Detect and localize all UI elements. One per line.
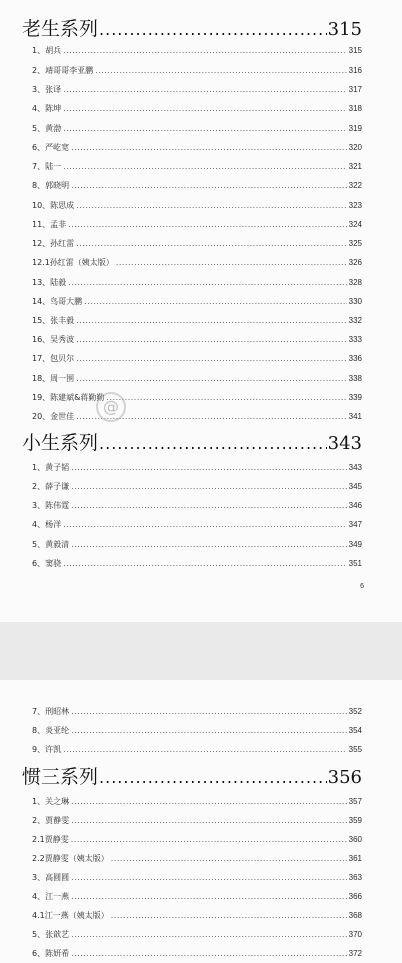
entry-label: 20、金世佳 xyxy=(32,412,75,421)
entry-label: 15、张丰毅 xyxy=(32,316,75,325)
section-title: 小生系列 xyxy=(22,432,99,454)
toc-entry[interactable] xyxy=(32,501,362,511)
entry-label: 16、吴秀波 xyxy=(32,335,75,344)
entry-label: 12.1孙红雷（姨太版） xyxy=(32,258,114,267)
entry-page: 336 xyxy=(348,354,362,363)
entry-page: 359 xyxy=(348,816,362,825)
entry-label: 17、包贝尔 xyxy=(32,354,75,363)
entry-page: 339 xyxy=(348,393,362,402)
dot-leader xyxy=(99,434,327,453)
entry-page: 325 xyxy=(348,239,362,248)
toc-entry[interactable] xyxy=(32,393,362,403)
entry-label: 2、靖哥哥李亚鹏 xyxy=(32,66,94,75)
entry-label: 18、周一围 xyxy=(32,374,75,383)
entry-page: 360 xyxy=(348,835,362,844)
section-title: 老生系列 xyxy=(22,18,99,40)
entry-page: 322 xyxy=(348,181,362,190)
toc-entry[interactable] xyxy=(32,201,362,211)
toc-entry[interactable] xyxy=(32,873,362,883)
dot-leader xyxy=(76,316,346,326)
entry-page: 320 xyxy=(348,143,362,152)
entry-page: 338 xyxy=(348,374,362,383)
entry-page: 366 xyxy=(348,892,362,901)
dot-leader xyxy=(63,559,347,569)
entry-page: 317 xyxy=(348,85,362,94)
entry-page: 319 xyxy=(348,124,362,133)
entry-page: 341 xyxy=(348,412,362,421)
entry-page: 354 xyxy=(348,726,362,735)
toc-entry[interactable] xyxy=(32,520,362,530)
toc-entry[interactable] xyxy=(32,892,362,902)
dot-leader xyxy=(71,726,347,736)
entry-page: 361 xyxy=(348,854,362,863)
entry-label: 6、陈妍希 xyxy=(32,949,70,958)
entry-page: 332 xyxy=(348,316,362,325)
dot-leader xyxy=(68,278,346,288)
toc-entry[interactable] xyxy=(32,335,362,345)
entry-label: 4.1江一燕（姨太版） xyxy=(32,911,109,920)
dot-leader xyxy=(106,393,346,403)
dot-leader xyxy=(71,540,347,550)
toc-entry[interactable] xyxy=(32,124,362,134)
toc-entry[interactable] xyxy=(32,930,362,940)
dot-leader xyxy=(63,104,347,114)
toc-page-2 xyxy=(0,680,402,963)
dot-leader xyxy=(68,220,346,230)
dot-leader xyxy=(84,297,346,307)
entry-label: 10、陈思成 xyxy=(32,201,75,210)
dot-leader xyxy=(71,181,347,191)
entry-label: 3、张译 xyxy=(32,85,62,94)
dot-leader xyxy=(111,854,347,864)
entry-label: 3、陈伟霆 xyxy=(32,501,70,510)
toc-entry[interactable] xyxy=(32,726,362,736)
entry-label: 1、胡兵 xyxy=(32,46,62,55)
dot-leader xyxy=(71,143,347,153)
entry-page: 321 xyxy=(348,162,362,171)
watermark-at-icon: @ xyxy=(96,392,126,422)
dot-leader xyxy=(63,46,347,56)
entry-label: 5、黄渤 xyxy=(32,124,62,133)
toc-entry[interactable] xyxy=(32,816,362,826)
dot-leader xyxy=(71,835,347,845)
toc-entry[interactable] xyxy=(32,949,362,959)
page-gap xyxy=(0,622,402,680)
entry-label: 1、黄子韬 xyxy=(32,463,70,472)
entry-page: 324 xyxy=(348,220,362,229)
dot-leader xyxy=(111,911,347,921)
toc-entry[interactable] xyxy=(32,162,362,172)
dot-leader xyxy=(71,930,347,940)
entry-label: 5、张歆艺 xyxy=(32,930,70,939)
toc-entry[interactable] xyxy=(32,104,362,114)
toc-entry[interactable] xyxy=(32,316,362,326)
entry-page: 345 xyxy=(348,482,362,491)
dot-leader xyxy=(63,162,347,172)
entry-page: 318 xyxy=(348,104,362,113)
entry-page: 328 xyxy=(348,278,362,287)
dot-leader xyxy=(71,463,347,473)
dot-leader xyxy=(63,124,347,134)
toc-entry[interactable] xyxy=(32,46,362,56)
toc-entry[interactable] xyxy=(32,374,362,384)
toc-entry[interactable] xyxy=(32,66,362,76)
toc-entry[interactable] xyxy=(32,258,362,268)
entry-page: 368 xyxy=(348,911,362,920)
dot-leader xyxy=(76,335,346,345)
toc-entry[interactable] xyxy=(32,482,362,492)
section-title: 惯三系列 xyxy=(22,766,99,788)
entry-label: 9、许凯 xyxy=(32,745,62,754)
page-number: 6 xyxy=(360,583,364,590)
dot-leader xyxy=(95,66,347,76)
entry-page: 333 xyxy=(348,335,362,344)
toc-entry[interactable] xyxy=(32,707,362,717)
dot-leader xyxy=(76,201,346,211)
entry-page: 346 xyxy=(348,501,362,510)
entry-label: 6、窦骁 xyxy=(32,559,62,568)
dot-leader xyxy=(71,501,347,511)
entry-page: 355 xyxy=(348,745,362,754)
entry-label: 2.2贾静雯（姨太版） xyxy=(32,854,109,863)
entry-label: 6、严屹宽 xyxy=(32,143,70,152)
dot-leader xyxy=(63,85,347,95)
dot-leader xyxy=(76,374,346,384)
toc-entry[interactable] xyxy=(32,143,362,153)
entry-page: 315 xyxy=(348,46,362,55)
dot-leader xyxy=(71,482,347,492)
toc-entry[interactable] xyxy=(32,297,362,307)
toc-entry[interactable] xyxy=(32,854,362,864)
entry-page: 347 xyxy=(348,520,362,529)
entry-page: 352 xyxy=(348,707,362,716)
entry-page: 351 xyxy=(348,559,362,568)
entry-label: 7、陆一 xyxy=(32,162,62,171)
entry-label: 4、陈坤 xyxy=(32,104,62,113)
section-page: 356 xyxy=(327,767,362,788)
toc-entry[interactable] xyxy=(32,412,362,422)
dot-leader xyxy=(71,707,347,717)
entry-label: 5、黄毅清 xyxy=(32,540,70,549)
toc-section-heading[interactable] xyxy=(22,14,362,41)
dot-leader xyxy=(71,797,347,807)
entry-label: 13、陆毅 xyxy=(32,278,67,287)
entry-label: 14、鸟哥大鹏 xyxy=(32,297,83,306)
entry-page: 357 xyxy=(348,797,362,806)
dot-leader xyxy=(99,768,327,787)
toc-entry[interactable] xyxy=(32,181,362,191)
dot-leader xyxy=(116,258,347,268)
toc-entry[interactable] xyxy=(32,463,362,473)
entry-label: 3、高圆圆 xyxy=(32,873,70,882)
toc-entry[interactable] xyxy=(32,797,362,807)
dot-leader xyxy=(71,892,347,902)
dot-leader xyxy=(71,873,347,883)
entry-label: 11、孟非 xyxy=(32,220,67,229)
entry-page: 372 xyxy=(348,949,362,958)
dot-leader xyxy=(63,745,347,755)
entry-page: 316 xyxy=(348,66,362,75)
entry-page: 326 xyxy=(348,258,362,267)
dot-leader xyxy=(71,816,347,826)
entry-label: 8、郭晓明 xyxy=(32,181,70,190)
toc-entry[interactable] xyxy=(32,540,362,550)
entry-page: 363 xyxy=(348,873,362,882)
toc-entry[interactable] xyxy=(32,85,362,95)
toc-entry[interactable] xyxy=(32,278,362,288)
toc-entry[interactable] xyxy=(32,745,362,755)
entry-label: 7、刑昭林 xyxy=(32,707,70,716)
entry-label: 8、炎亚纶 xyxy=(32,726,70,735)
dot-leader xyxy=(99,20,327,39)
section-page: 315 xyxy=(327,19,362,40)
toc-entry[interactable] xyxy=(32,559,362,569)
entry-label: 4、江一燕 xyxy=(32,892,70,901)
dot-leader xyxy=(71,949,347,959)
toc-section-heading[interactable] xyxy=(22,428,362,455)
entry-page: 323 xyxy=(348,201,362,210)
entry-label: 2、贾静雯 xyxy=(32,816,70,825)
section-page: 343 xyxy=(327,433,362,454)
toc-section-heading[interactable] xyxy=(22,762,362,789)
entry-page: 370 xyxy=(348,930,362,939)
toc-entry[interactable] xyxy=(32,354,362,364)
entry-label: 2、薛子谦 xyxy=(32,482,70,491)
dot-leader xyxy=(76,354,346,364)
toc-entry[interactable] xyxy=(32,835,362,845)
entry-label: 19、陈建斌&蒋勤勤 xyxy=(32,393,105,402)
entry-page: 349 xyxy=(348,540,362,549)
entry-label: 4、杨洋 xyxy=(32,520,62,529)
dot-leader xyxy=(63,520,347,530)
entry-label: 1、关之琳 xyxy=(32,797,70,806)
entry-label: 12、孙红雷 xyxy=(32,239,75,248)
toc-entry[interactable] xyxy=(32,239,362,249)
toc-entry[interactable] xyxy=(32,220,362,230)
toc-entry[interactable] xyxy=(32,911,362,921)
entry-page: 343 xyxy=(348,463,362,472)
entry-label: 2.1贾静雯 xyxy=(32,835,69,844)
entry-page: 330 xyxy=(348,297,362,306)
dot-leader xyxy=(76,239,346,249)
